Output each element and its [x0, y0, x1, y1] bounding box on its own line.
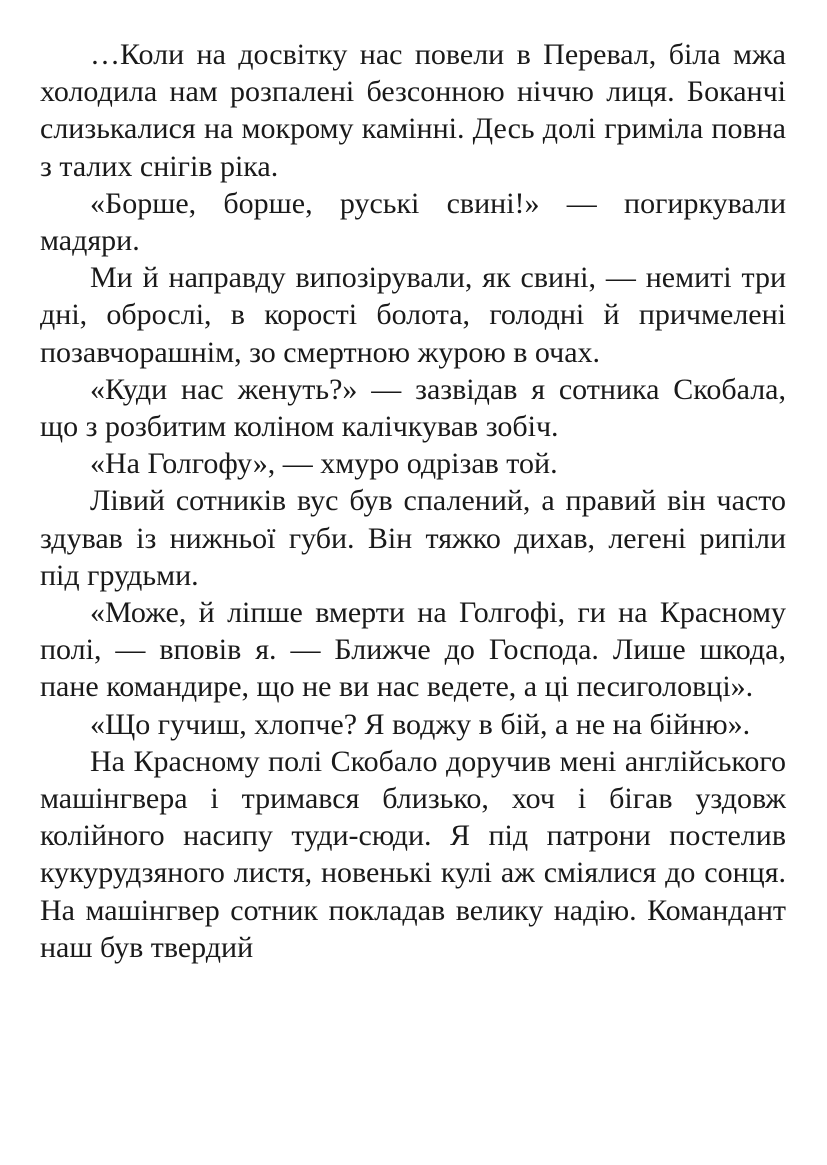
paragraph: «На Голгофу», — хмуро одрізав той. [90, 447, 558, 481]
paragraph: «Може, й ліпше вмерти на Голгофі, ги на Красному полі, — вповів я. — Ближче до Господа. Лише шкода, пане командире, що не ви нас ведете, а ці песиголовці». [40, 596, 786, 704]
paragraph: Ми й направду випозірували, як свині, — немиті три дні, оброслі, в короcті болота, голодні й причмелені позавчорашнім, зо смертною журою в очах. [40, 261, 786, 369]
document-page [40, 36, 786, 966]
paragraph: Лівий сотників вус був спалений, а правий він часто здував із нижньої губи. Він тяжко дихав, легені рипіли під грудьми. [40, 484, 786, 592]
paragraph: «Борше, борше, руські свині!» — погиркували мадяри. [40, 186, 786, 258]
paragraph: …Коли на досвітку нас повели в Перевал, біла мжа холодила нам розпалені безсонною ніччю лиця. Боканчі слизькалися на мокрому камінні. Десь долі гриміла повна з талих снігів ріка. [40, 38, 786, 183]
paragraph: На Красному полі Скобало доручив мені англійського машінгвера і тримався близько, хоч і бігав уздовж колійного насипу туди-сюди. Я під патрони постелив кукурудзяного листя, новенькі кулі аж сміялися до сонця. На машінгвер сотник покладав велику надію. Командант наш був твердий [40, 744, 786, 964]
paragraph: «Що гучиш, хлопче? Я воджу в бій, а не на бійню». [90, 707, 751, 741]
paragraph: «Куди нас женуть?» — зазвідав я сотника Скобала, що з розбитим коліном калічкував зобіч. [40, 372, 786, 444]
